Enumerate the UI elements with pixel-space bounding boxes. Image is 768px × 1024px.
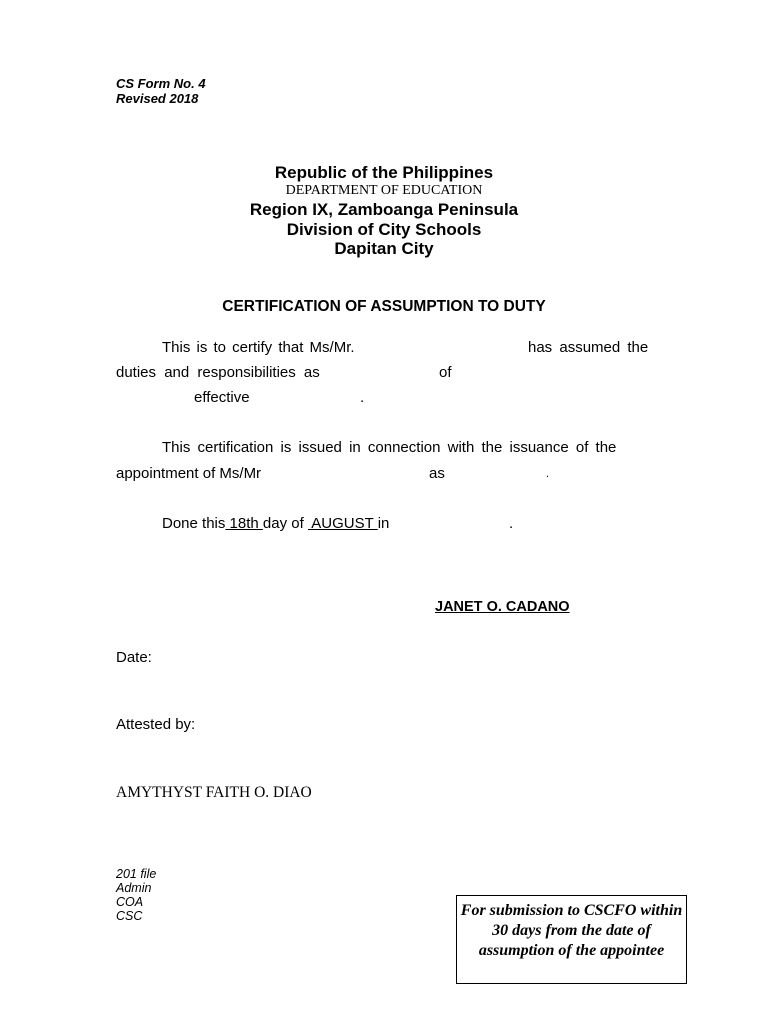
header-region: Region IX, Zamboanga Peninsula [249,200,519,219]
copy-item: COA [116,895,144,909]
copy-item: Admin [116,881,152,895]
header-division: Division of City Schools [286,220,482,239]
copy-furnished-list [116,867,156,923]
header-republic: Republic of the Philippines [274,163,494,182]
attested-label: Attested by: [116,716,196,733]
date-label: Date: [116,649,152,666]
header-city: Dapitan City [334,239,434,258]
duties-text: duties and responsibilities as [116,364,320,381]
form-revised: Revised 2018 [116,91,199,106]
done-period: . [509,515,514,532]
month-value: AUGUST [307,515,378,532]
of-text: of [439,364,452,381]
attester-name: AMYTHYST FAITH O. DIAO [116,784,312,801]
copy-item: 201 file [116,867,157,881]
copy-item: CSC [116,909,143,923]
issuance-text: This certification is issued in connection with the issuance of the [162,439,617,456]
submission-note: For submission to CSCFO within 30 days from the date of assumption of the appointee [460,902,683,959]
has-assumed-text: has assumed the [528,339,649,356]
done-this-text: Done this [162,515,226,532]
done-line [162,515,389,533]
form-number-block [116,76,206,106]
form-number: CS Form No. 4 [116,76,206,91]
signatory-name: JANET O. CADANO [435,599,570,615]
effective-period: . [360,389,365,406]
document-title: CERTIFICATION OF ASSUMPTION TO DUTY [222,298,546,315]
certify-text: This is to certify that Ms/Mr. [162,339,355,356]
effective-text: effective [194,389,250,406]
day-of-text: day of [262,515,304,532]
header-department: DEPARTMENT OF EDUCATION [285,183,483,198]
as-period: . [546,468,550,480]
appointment-text: appointment of Ms/Mr [116,465,262,482]
in-text: in [377,515,390,532]
day-value: 18th [225,515,263,532]
as-text: as [429,465,445,482]
submission-note-box [456,895,687,984]
